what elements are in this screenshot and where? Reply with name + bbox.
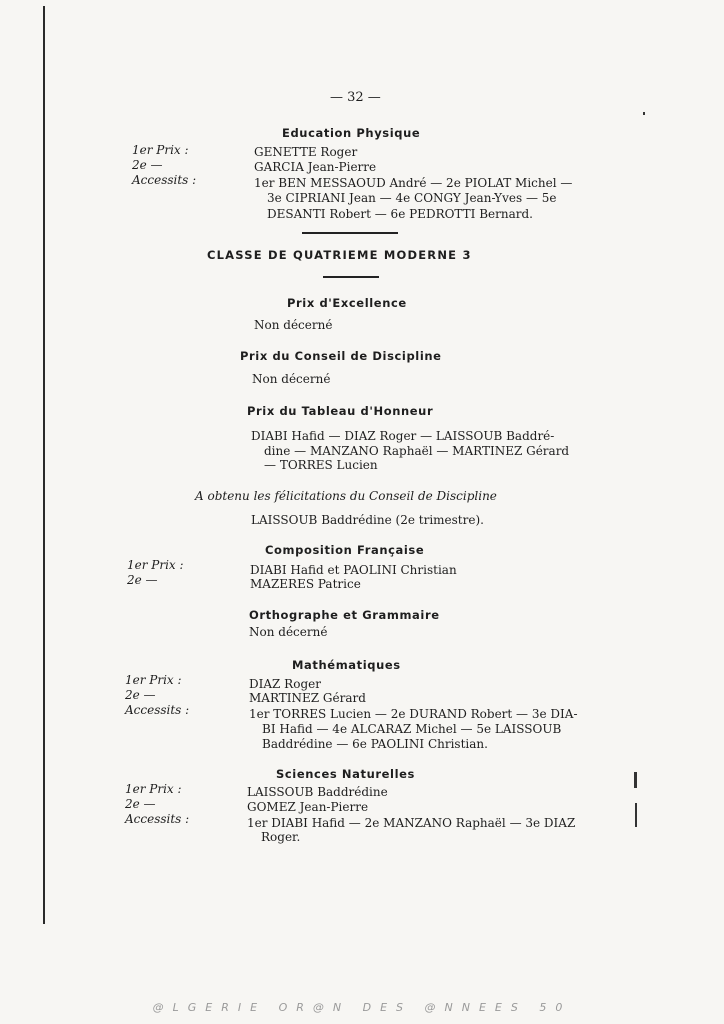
winner-line: DIABI Hafid et PAOLINI Christian	[250, 563, 457, 577]
prize-label: Accessits :	[125, 703, 190, 717]
result-text: Non décerné	[252, 372, 331, 386]
prize-label: 2e —	[125, 797, 156, 811]
prize-label: 1er Prix :	[127, 558, 184, 572]
prize-label: 1er Prix :	[132, 143, 189, 157]
prize-label: 2e —	[132, 158, 163, 172]
prize-label: Accessits :	[125, 812, 190, 826]
winner-line: — TORRES Lucien	[264, 458, 378, 472]
winner-line: GENETTE Roger	[254, 145, 358, 159]
divider	[302, 232, 398, 234]
prize-label: 2e —	[127, 573, 158, 587]
section-heading-conseil: Prix du Conseil de Discipline	[240, 349, 442, 363]
winner-line: 1er TORRES Lucien — 2e DURAND Robert — 3e DIA-	[249, 707, 578, 721]
winner-line: 1er BEN MESSAOUD André — 2e PIOLAT Michel —	[254, 176, 573, 190]
result-text: Non décerné	[254, 318, 333, 332]
scan-mark	[643, 112, 645, 115]
prize-label: 1er Prix :	[125, 673, 182, 687]
section-heading-sciences: Sciences Naturelles	[276, 767, 415, 781]
winner-line: dine — MANZANO Raphaël — MARTINEZ Gérard	[264, 444, 570, 458]
page-binding-line	[43, 6, 45, 924]
section-heading-mathematiques: Mathématiques	[292, 658, 401, 672]
winner-line: MARTINEZ Gérard	[249, 691, 366, 705]
winner-line: LAISSOUB Baddrédine	[247, 785, 388, 799]
footer-watermark: @LGERIE OR@N DES @NNEES 50	[152, 1001, 572, 1014]
winner-line: DIABI Hafid — DIAZ Roger — LAISSOUB Baddré-	[251, 429, 555, 443]
winner-line: Baddrédine — 6e PAOLINI Christian.	[262, 737, 488, 751]
section-heading-tableau: Prix du Tableau d'Honneur	[247, 404, 434, 418]
winner-line: Roger.	[261, 830, 301, 844]
prize-label: 2e —	[125, 688, 156, 702]
section-heading-education-physique: Education Physique	[282, 126, 421, 140]
section-heading-felicitations: A obtenu les félicitations du Conseil de Discipline	[195, 489, 497, 503]
winner-line: MAZERES Patrice	[250, 577, 361, 591]
result-text: Non décerné	[249, 625, 328, 639]
divider	[323, 276, 379, 278]
winner-line: BI Hafid — 4e ALCARAZ Michel — 5e LAISSOUB	[262, 722, 562, 736]
class-title: CLASSE DE QUATRIEME MODERNE 3	[207, 248, 472, 262]
section-heading-excellence: Prix d'Excellence	[287, 296, 407, 310]
result-text: LAISSOUB Baddrédine (2e trimestre).	[251, 513, 484, 527]
scan-mark	[635, 803, 637, 827]
winner-line: GOMEZ Jean-Pierre	[247, 800, 369, 814]
section-heading-composition: Composition Française	[265, 543, 425, 557]
prize-label: Accessits :	[132, 173, 197, 187]
scan-mark	[634, 772, 637, 788]
winner-line: 1er DIABI Hafid — 2e MANZANO Raphaël — 3e DIAZ	[247, 816, 576, 830]
prize-label: 1er Prix :	[125, 782, 182, 796]
page-number: — 32 —	[330, 90, 381, 105]
winner-line: DIAZ Roger	[249, 677, 321, 691]
winner-line: GARCIA Jean-Pierre	[254, 160, 377, 174]
winner-line: 3e CIPRIANI Jean — 4e CONGY Jean-Yves — 5e	[267, 191, 557, 205]
winner-line: DESANTI Robert — 6e PEDROTTI Bernard.	[267, 207, 533, 221]
section-heading-orthographe: Orthographe et Grammaire	[249, 608, 440, 622]
